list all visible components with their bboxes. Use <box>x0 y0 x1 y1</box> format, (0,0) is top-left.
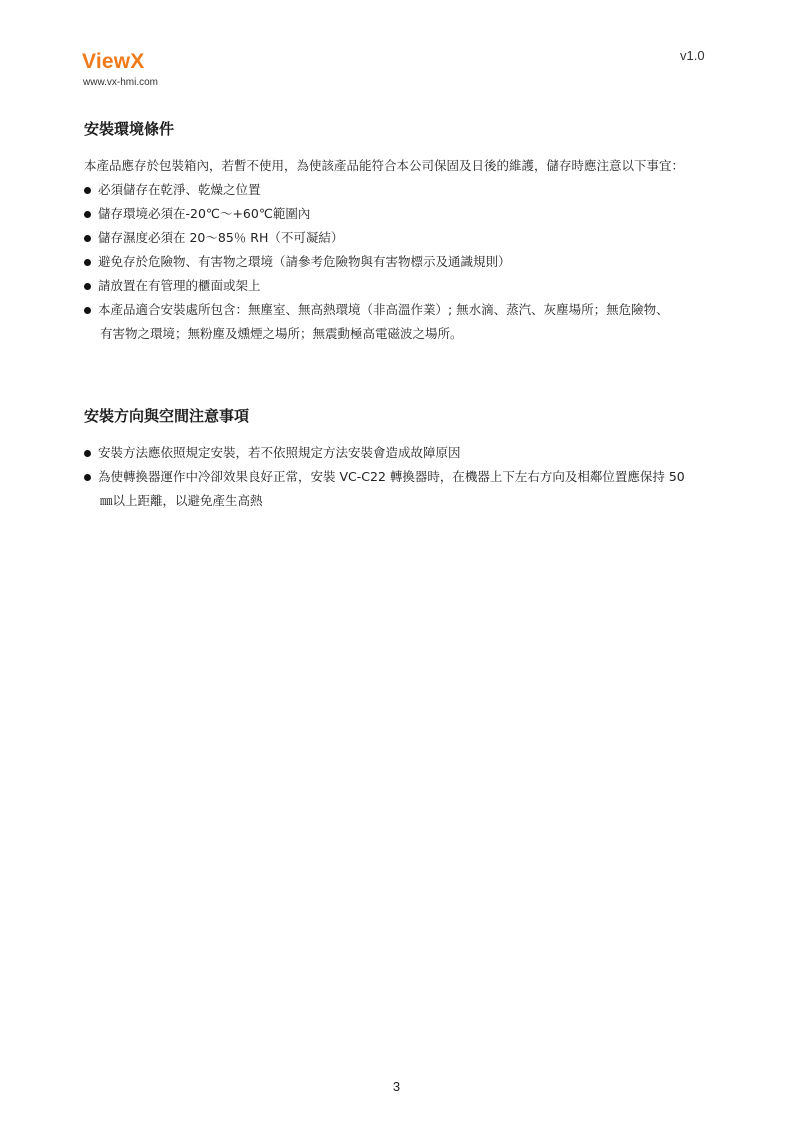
list-item <box>84 465 724 513</box>
section-orientation-spacing <box>84 406 724 513</box>
list-item-text: 本產品適合安裝處所包含：無塵室、無高熱環境（非高溫作業）; 無水滴、蒸汽、灰塵場所；無危險物、 <box>98 302 669 317</box>
list-item-text: 為使轉換器運作中冷卻效果良好正常，安裝 VC-C22 轉換器時，在機器上下左右方向及相鄰位置應保持 50 <box>98 469 685 484</box>
section-heading: 安裝方向與空間注意事項 <box>84 407 250 425</box>
list-item-text: 儲存環境必須在-20℃～+60℃範圍內 <box>98 206 311 221</box>
bullet-dot-icon <box>84 474 91 481</box>
bullet-dot-icon <box>84 283 91 290</box>
list-item <box>84 441 724 465</box>
list-item-text-continued: 有害物之環境；無粉塵及燻煙之場所；無震動極高電磁波之場所。 <box>100 326 463 341</box>
list-item-text-continued: ㎜以上距離，以避免產生高熱 <box>100 493 263 508</box>
list-item-text: 安裝方法應依照規定安裝，若不依照規定方法安裝會造成故障原因 <box>98 445 461 460</box>
version-label: v1.0 <box>680 48 705 63</box>
section-heading: 安裝環境條件 <box>84 120 175 138</box>
list-item <box>84 202 724 226</box>
bullet-dot-icon <box>84 211 91 218</box>
website-url: www.vx-hmi.com <box>83 77 159 88</box>
list-item-text: 請放置在有管理的櫃面或架上 <box>98 278 261 293</box>
list-item <box>84 298 724 346</box>
list-item-text: 儲存濕度必須在 20～85％ RH（不可凝結） <box>98 230 344 245</box>
bullet-list <box>84 441 724 513</box>
bullet-dot-icon <box>84 307 91 314</box>
logo: ViewX <box>82 50 145 73</box>
list-item-text: 必須儲存在乾淨、乾燥之位置 <box>98 182 261 197</box>
bullet-dot-icon <box>84 187 91 194</box>
bullet-dot-icon <box>84 235 91 242</box>
page-number: 3 <box>392 1079 401 1094</box>
list-item <box>84 226 724 250</box>
section-intro: 本產品應存於包裝箱內，若暫不使用，為使該產品能符合本公司保固及日後的維護，儲存時應注意以下事宜： <box>84 158 685 173</box>
list-item-text: 避免存於危險物、有害物之環境（請參考危險物與有害物標示及通識規則） <box>98 254 511 269</box>
bullet-dot-icon <box>84 450 91 457</box>
list-item <box>84 178 724 202</box>
section-installation-environment <box>84 119 724 346</box>
list-item <box>84 274 724 298</box>
bullet-dot-icon <box>84 259 91 266</box>
list-item <box>84 250 724 274</box>
bullet-list <box>84 178 724 346</box>
